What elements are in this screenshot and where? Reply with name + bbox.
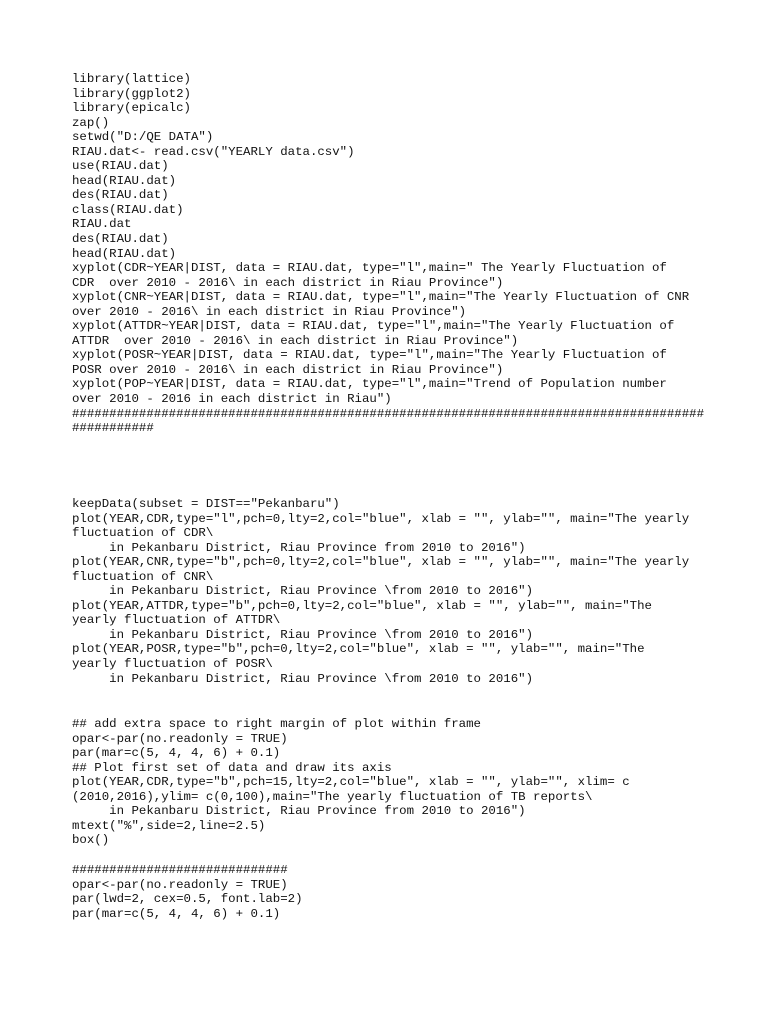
code-line: in Pekanbaru District, Riau Province from 2010 to 2016")	[72, 540, 526, 555]
code-line: plot(YEAR,POSR,type="b",pch=0,lty=2,col="blue", xlab = "", ylab="", main="The	[72, 642, 645, 657]
code-line: ###########	[72, 421, 154, 436]
code-line: in Pekanbaru District, Riau Province \from 2010 to 2016")	[72, 671, 534, 686]
code-line: head(RIAU.dat)	[72, 246, 177, 261]
code-line: des(RIAU.dat)	[72, 232, 169, 247]
code-line: opar<-par(no.readonly = TRUE)	[72, 877, 288, 892]
code-line: plot(YEAR,ATTDR,type="b",pch=0,lty=2,col="blue", xlab = "", ylab="", main="The	[72, 598, 652, 613]
code-line: over 2010 - 2016 in each district in Riau")	[72, 392, 392, 407]
code-line: RIAU.dat	[72, 217, 132, 232]
code-line: opar<-par(no.readonly = TRUE)	[72, 731, 288, 746]
code-line: yearly fluctuation of POSR\	[72, 657, 273, 672]
code-block-setup	[72, 72, 712, 436]
code-line: library(lattice)	[72, 72, 191, 86]
code-line: #############################	[72, 863, 288, 877]
code-line: ## add extra space to right margin of plot within frame	[72, 717, 481, 731]
code-line: #####################################################################################	[72, 406, 705, 421]
code-line: use(RIAU.dat)	[72, 159, 169, 174]
code-line: xyplot(POP~YEAR|DIST, data = RIAU.dat, type="l",main="Trend of Population number	[72, 377, 667, 392]
code-line: library(epicalc)	[72, 101, 191, 116]
code-block-tb-report-plot	[72, 717, 712, 848]
code-block-pekanbaru-plots	[72, 497, 712, 686]
code-line: keepData(subset = DIST=="Pekanbaru")	[72, 497, 340, 511]
code-line: CDR over 2010 - 2016\ in each district in Riau Province")	[72, 275, 504, 290]
code-line: ATTDR over 2010 - 2016\ in each district in Riau Province")	[72, 333, 519, 348]
code-line: setwd("D:/QE DATA")	[72, 130, 214, 145]
code-line: xyplot(POSR~YEAR|DIST, data = RIAU.dat, type="l",main="The Yearly Fluctuation of	[72, 348, 667, 363]
code-line: par(mar=c(5, 4, 4, 6) + 0.1)	[72, 746, 281, 761]
code-line: (2010,2016),ylim= c(0,100),main="The yearly fluctuation of TB reports\	[72, 789, 593, 804]
code-line: zap()	[72, 115, 110, 130]
code-line: box()	[72, 833, 110, 848]
code-line: fluctuation of CNR\	[72, 569, 214, 584]
code-line: plot(YEAR,CNR,type="b",pch=0,lty=2,col="blue", xlab = "", ylab="", main="The yearly	[72, 555, 690, 570]
code-line: par(lwd=2, cex=0.5, font.lab=2)	[72, 892, 303, 907]
code-line: head(RIAU.dat)	[72, 173, 177, 188]
code-block-par-settings	[72, 863, 712, 921]
code-line: fluctuation of CDR\	[72, 526, 214, 541]
code-line: xyplot(ATTDR~YEAR|DIST, data = RIAU.dat, type="l",main="The Yearly Fluctuation of	[72, 319, 675, 334]
code-line: des(RIAU.dat)	[72, 188, 169, 203]
code-line: xyplot(CNR~YEAR|DIST, data = RIAU.dat, type="l",main="The Yearly Fluctuation of CNR	[72, 290, 690, 305]
code-line: par(mar=c(5, 4, 4, 6) + 0.1)	[72, 906, 281, 921]
code-line: RIAU.dat<- read.csv("YEARLY data.csv")	[72, 144, 355, 159]
code-line: plot(YEAR,CDR,type="b",pch=15,lty=2,col="blue", xlab = "", ylab="", xlim= c	[72, 775, 630, 790]
code-line: library(ggplot2)	[72, 86, 191, 101]
code-line: plot(YEAR,CDR,type="l",pch=0,lty=2,col="blue", xlab = "", ylab="", main="The yearly	[72, 511, 690, 526]
code-line: in Pekanbaru District, Riau Province from 2010 to 2016")	[72, 804, 526, 819]
code-line: class(RIAU.dat)	[72, 202, 184, 217]
code-line: xyplot(CDR~YEAR|DIST, data = RIAU.dat, type="l",main=" The Yearly Fluctuation of	[72, 261, 667, 276]
code-line: over 2010 - 2016\ in each district in Riau Province")	[72, 304, 467, 319]
code-line: in Pekanbaru District, Riau Province \from 2010 to 2016")	[72, 584, 534, 599]
code-line: POSR over 2010 - 2016\ in each district in Riau Province")	[72, 362, 504, 377]
code-line: mtext("%",side=2,line=2.5)	[72, 818, 266, 833]
code-line: yearly fluctuation of ATTDR\	[72, 613, 281, 628]
code-line: in Pekanbaru District, Riau Province \from 2010 to 2016")	[72, 627, 534, 642]
code-line: ## Plot first set of data and draw its axis	[72, 760, 392, 775]
